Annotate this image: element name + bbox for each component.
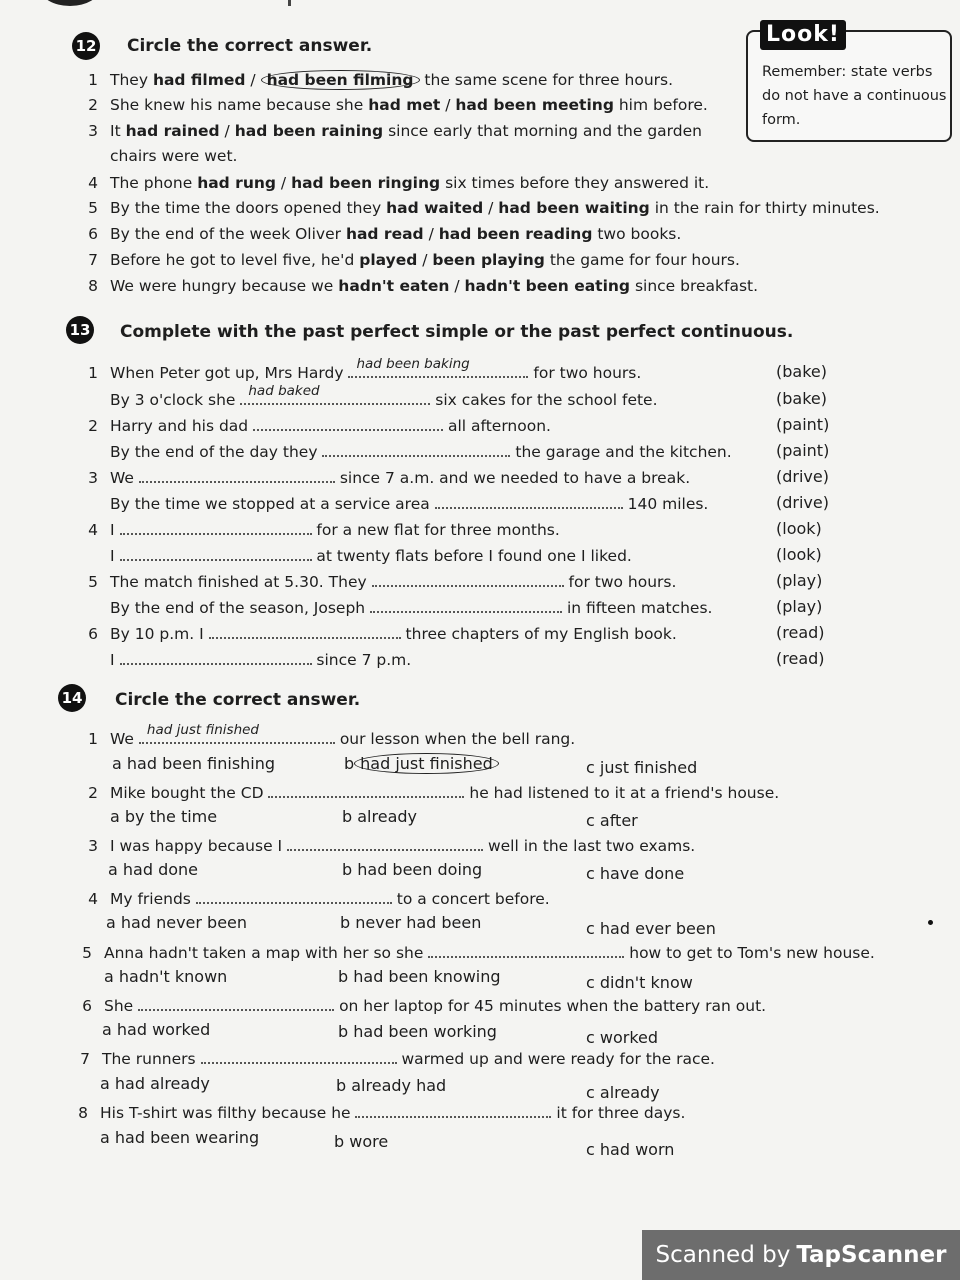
- ex13-row-2a: 2 Harry and his dad all afternoon.: [88, 417, 551, 435]
- ex13-row-4b-verb: (look): [776, 545, 822, 564]
- ex14-item-1-option-c[interactable]: c just finished: [586, 758, 698, 777]
- ex13-row-1a: 1 When Peter got up, Mrs Hardy had been baking for two hours.: [88, 356, 642, 382]
- ex14-item-6-option-c[interactable]: c worked: [586, 1028, 659, 1047]
- ex13-row-3b: By the time we stopped at a service area 140 miles.: [110, 495, 709, 513]
- ex14-item-5-blank[interactable]: [428, 942, 624, 958]
- ex13-row-4a-verb: (look): [776, 519, 822, 538]
- ex13-row-3b-blank[interactable]: [435, 493, 623, 509]
- ex12-item-8: 8 We were hungry because we hadn't eaten / hadn't been eating since breakfast.: [88, 277, 759, 295]
- ex13-row-1b-blank[interactable]: had baked: [240, 389, 430, 405]
- ex14-item-4-option-c[interactable]: c had ever been: [586, 919, 716, 938]
- ex14-item-1-circled-answer: had just finished: [354, 753, 499, 774]
- ex13-row-4b: I at twenty flats before I found one I liked.: [110, 547, 632, 565]
- ex13-row-6b-verb: (read): [776, 649, 825, 668]
- ex14-item-2-option-c[interactable]: c after: [586, 811, 638, 830]
- ex14-item-1-blank[interactable]: had just finished: [139, 728, 335, 744]
- ex12-item-3-continued: chairs were wet.: [110, 147, 238, 165]
- exercise-12-number: 12: [72, 32, 100, 60]
- ex13-row-3a: 3 We since 7 a.m. and we needed to have a break.: [88, 469, 691, 487]
- exercise-12-heading: Circle the correct answer.: [127, 36, 373, 56]
- ex14-item-6: 6 She on her laptop for 45 minutes when the battery ran out.: [82, 997, 767, 1015]
- ex14-item-2-blank[interactable]: [268, 782, 464, 798]
- ex14-item-1: 1 We had just finished our lesson when the bell rang.: [88, 722, 576, 748]
- ex13-row-1b: By 3 o'clock she had baked six cakes for the school fete.: [110, 383, 658, 409]
- exercise-13-heading: Complete with the past perfect simple or the past perfect continuous.: [120, 322, 794, 342]
- ex13-row-5a: 5 The match finished at 5.30. They for two hours.: [88, 573, 677, 591]
- exercise-13-number: 13: [66, 316, 94, 344]
- ex13-row-1a-blank[interactable]: had been baking: [348, 362, 528, 378]
- ex13-row-1a-verb: (bake): [776, 362, 827, 381]
- scanner-brand: TapScanner: [796, 1242, 947, 1268]
- ex14-item-7-option-b[interactable]: b already had: [336, 1076, 447, 1095]
- ex14-item-5-option-a[interactable]: a hadn't known: [104, 967, 228, 986]
- ex14-item-8-option-a[interactable]: a had been wearing: [100, 1128, 260, 1147]
- ex12-item-3: 3 It had rained / had been raining since early that morning and the garden: [88, 122, 702, 140]
- ex14-item-8-option-c[interactable]: c had worn: [586, 1140, 675, 1159]
- ex14-item-4-blank[interactable]: [196, 888, 392, 904]
- ex14-item-6-blank[interactable]: [138, 995, 334, 1011]
- ex12-item-2: 2 She knew his name because she had met / had been meeting him before.: [88, 96, 708, 114]
- ex13-row-6a-verb: (read): [776, 623, 825, 642]
- ex13-row-6a-blank[interactable]: [209, 623, 401, 639]
- ex14-item-3-option-c[interactable]: c have done: [586, 864, 685, 883]
- ex14-item-1-option-b[interactable]: b had just finished: [344, 754, 499, 773]
- exercise-14-heading: Circle the correct answer.: [115, 690, 361, 710]
- ex12-item-7: 7 Before he got to level five, he'd played / been playing the game for four hours.: [88, 251, 740, 269]
- ex14-item-3-option-a[interactable]: a had done: [108, 860, 199, 879]
- ex14-item-5-option-b[interactable]: b had been knowing: [338, 967, 501, 986]
- scan-speck: [928, 920, 933, 925]
- ex13-row-5b-verb: (play): [776, 597, 823, 616]
- scanner-label: Scanned by: [655, 1242, 791, 1268]
- ex13-row-2b-verb: (paint): [776, 441, 830, 460]
- ex14-item-6-option-a[interactable]: a had worked: [102, 1020, 211, 1039]
- ex14-item-8: 8 His T-shirt was filthy because he it for three days.: [78, 1104, 686, 1122]
- ex12-item-1: 1 They had filmed / had been filming the same scene for three hours.: [88, 71, 674, 89]
- ex13-row-3a-blank[interactable]: [139, 467, 335, 483]
- ex14-item-7-option-c[interactable]: c already: [586, 1083, 660, 1102]
- ex14-item-7-blank[interactable]: [201, 1048, 397, 1064]
- ex13-row-6b: I since 7 p.m.: [110, 651, 412, 669]
- look-box: [746, 22, 952, 142]
- ex14-item-4-option-a[interactable]: a had never been: [106, 913, 248, 932]
- page-top-tick: [288, 0, 291, 6]
- ex14-item-2-option-b[interactable]: b already: [342, 807, 417, 826]
- exercise-14-number: 14: [58, 684, 86, 712]
- ex14-item-7-option-a[interactable]: a had already: [100, 1074, 210, 1093]
- ex14-item-2-option-a[interactable]: a by the time: [110, 807, 218, 826]
- ex13-row-4b-blank[interactable]: [120, 545, 312, 561]
- page-corner-mark: [40, 0, 100, 6]
- ex13-row-2a-blank[interactable]: [253, 415, 443, 431]
- ex12-item-6: 6 By the end of the week Oliver had read / had been reading two books.: [88, 225, 682, 243]
- ex13-row-6a: 6 By 10 p.m. I three chapters of my English book.: [88, 625, 677, 643]
- ex13-row-2a-verb: (paint): [776, 415, 830, 434]
- ex13-row-1b-verb: (bake): [776, 389, 827, 408]
- ex14-item-5: 5 Anna hadn't taken a map with her so she how to get to Tom's new house.: [82, 944, 875, 962]
- look-text: Remember: state verbs do not have a continuous form.: [762, 64, 947, 128]
- ex14-item-6-option-b[interactable]: b had been working: [338, 1022, 497, 1041]
- ex14-item-7: 7 The runners warmed up and were ready for the race.: [80, 1050, 715, 1068]
- ex13-row-5a-blank[interactable]: [372, 571, 564, 587]
- ex13-row-3a-verb: (drive): [776, 467, 829, 486]
- ex14-item-2: 2 Mike bought the CD he had listened to it at a friend's house.: [88, 784, 780, 802]
- look-title: Look!: [760, 20, 846, 50]
- ex12-item-4: 4 The phone had rung / had been ringing six times before they answered it.: [88, 174, 710, 192]
- ex13-row-4a-blank[interactable]: [120, 519, 312, 535]
- ex14-item-4-option-b[interactable]: b never had been: [340, 913, 482, 932]
- ex14-item-3-option-b[interactable]: b had been doing: [342, 860, 483, 879]
- ex13-row-4a: 4 I for a new flat for three months.: [88, 521, 560, 539]
- ex13-row-2b: By the end of the day they the garage and the kitchen.: [110, 443, 732, 461]
- ex12-item-1-circled-answer[interactable]: had been filming: [261, 70, 420, 90]
- ex14-item-3-blank[interactable]: [287, 835, 483, 851]
- ex14-item-3: 3 I was happy because I well in the last two exams.: [88, 837, 696, 855]
- ex13-row-2b-blank[interactable]: [322, 441, 510, 457]
- ex14-item-8-option-b[interactable]: b wore: [334, 1132, 389, 1151]
- ex13-row-5b: By the end of the season, Joseph in fifteen matches.: [110, 599, 713, 617]
- ex13-row-5a-verb: (play): [776, 571, 823, 590]
- scanner-watermark: [642, 1230, 960, 1280]
- ex13-row-5b-blank[interactable]: [370, 597, 562, 613]
- ex12-item-5: 5 By the time the doors opened they had waited / had been waiting in the rain for thirty minutes.: [88, 199, 880, 217]
- ex14-item-4: 4 My friends to a concert before.: [88, 890, 550, 908]
- ex13-row-3b-verb: (drive): [776, 493, 829, 512]
- ex13-row-6b-blank[interactable]: [120, 649, 312, 665]
- ex14-item-5-option-c[interactable]: c didn't know: [586, 973, 693, 992]
- ex14-item-8-blank[interactable]: [355, 1102, 551, 1118]
- ex14-item-1-option-a[interactable]: a had been finishing: [112, 754, 276, 773]
